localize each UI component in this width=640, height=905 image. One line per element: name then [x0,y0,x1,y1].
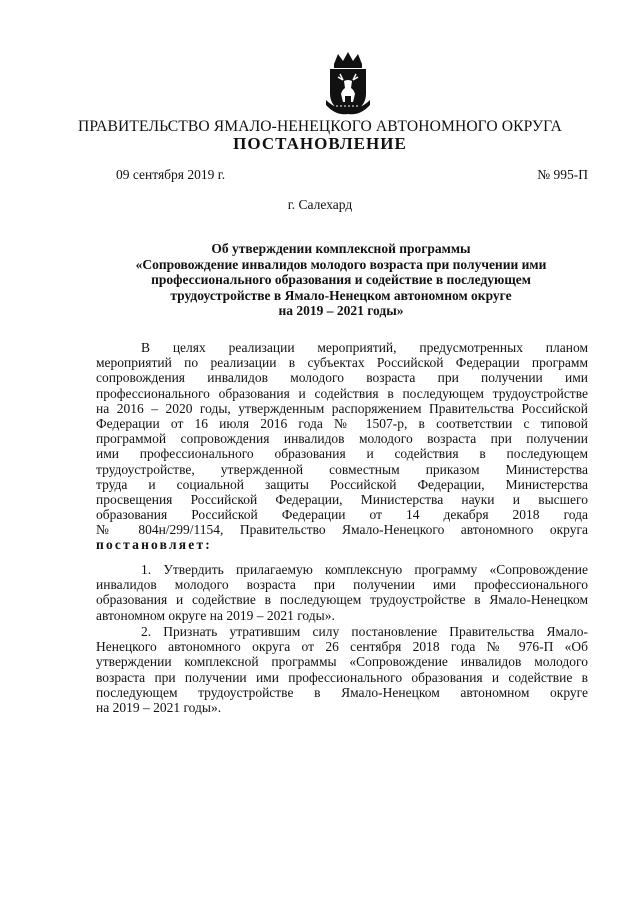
item-line: автономном округе на 2019 – 2021 годы». [96,607,335,623]
preamble-line: № 804н/299/1154, Правительство Ямало-Ненецкого автономного округа [96,522,588,538]
government-title: ПРАВИТЕЛЬСТВО ЯМАЛО-НЕНЕЦКОГО АВТОНОМНОГО ОКРУГА [78,118,562,135]
preamble-line: на 2016 – 2020 годы, утвержденным распоряжением Правительства Российской [96,400,588,416]
preamble-line: образования Российской Федерации от 14 декабря 2018 года [96,507,588,523]
preamble-line: мероприятий по реализации в субъектах Российской Федерации программ [96,355,588,371]
preamble-line: трудоустройстве, утвержденной совместным приказом Министерства [96,461,588,477]
item-line: образования и содействие в последующем трудоустройстве в Ямало-Ненецком [96,592,588,608]
document-heading [96,241,586,319]
item-line: возраста при получении ими профессионального образования и содействие в [96,669,588,685]
preamble-line: Федерации от 16 июля 2016 года № 1507-р, в соответствии с типовой [96,415,588,431]
heading-line: «Сопровождение инвалидов молодого возраста при получении ими [135,256,547,272]
preamble-line: программой сопровождения инвалидов молодого возраста при получении [96,431,588,447]
item-line: на 2019 – 2021 годы». [96,699,222,715]
heading-line: Об утверждении комплексной программы [211,241,471,256]
preamble-line: профессионального образования и содействия в последующем трудоустройстве [96,385,588,401]
heading-line: на 2019 – 2021 годы» [278,303,404,318]
preamble-line: ими профессионального образования и содействия в последующем [96,446,588,462]
document-date: 09 сентября 2019 г. [116,167,226,182]
decree-word: постановляет: [96,537,212,553]
item-line: Ненецкого автономного округа от 26 сентября 2018 года № 976-П «Об [96,639,588,655]
item-line: 2. Признать утратившим силу постановление Правительства Ямало- [141,624,588,639]
decree-item-1 [96,562,588,623]
item-line: утверждении комплексной программы «Сопровождение инвалидов молодого [96,654,588,670]
heading-line: трудоустройстве в Ямало-Ненецком автономном округе [170,287,512,303]
preamble-line: просвещения Российской Федерации, Министерства науки и высшего [96,491,588,507]
decree-item-2 [96,624,588,715]
preamble-paragraph [96,340,588,553]
heading-line: профессионального образования и содействие в последующем [151,272,531,287]
preamble-line: труда и социальной защиты Российской Федерации, Министерства [96,476,588,492]
preamble-line: сопровождения инвалидов молодого возраста при получении ими [96,370,588,386]
document-type-title: ПОСТАНОВЛЕНИЕ [233,134,407,153]
document-number: № 995-П [537,167,588,182]
item-line: инвалидов молодого возраста при получении ими профессионального [96,577,588,593]
preamble-line: В целях реализации мероприятий, предусмотренных планом [141,340,588,355]
document-city: г. Салехард [287,197,353,212]
item-line: 1. Утвердить прилагаемую комплексную программу «Сопровождение [141,562,588,577]
coat-of-arms-emblem [316,50,380,118]
item-line: последующем трудоустройстве в Ямало-Ненецком автономном округе [96,684,588,700]
